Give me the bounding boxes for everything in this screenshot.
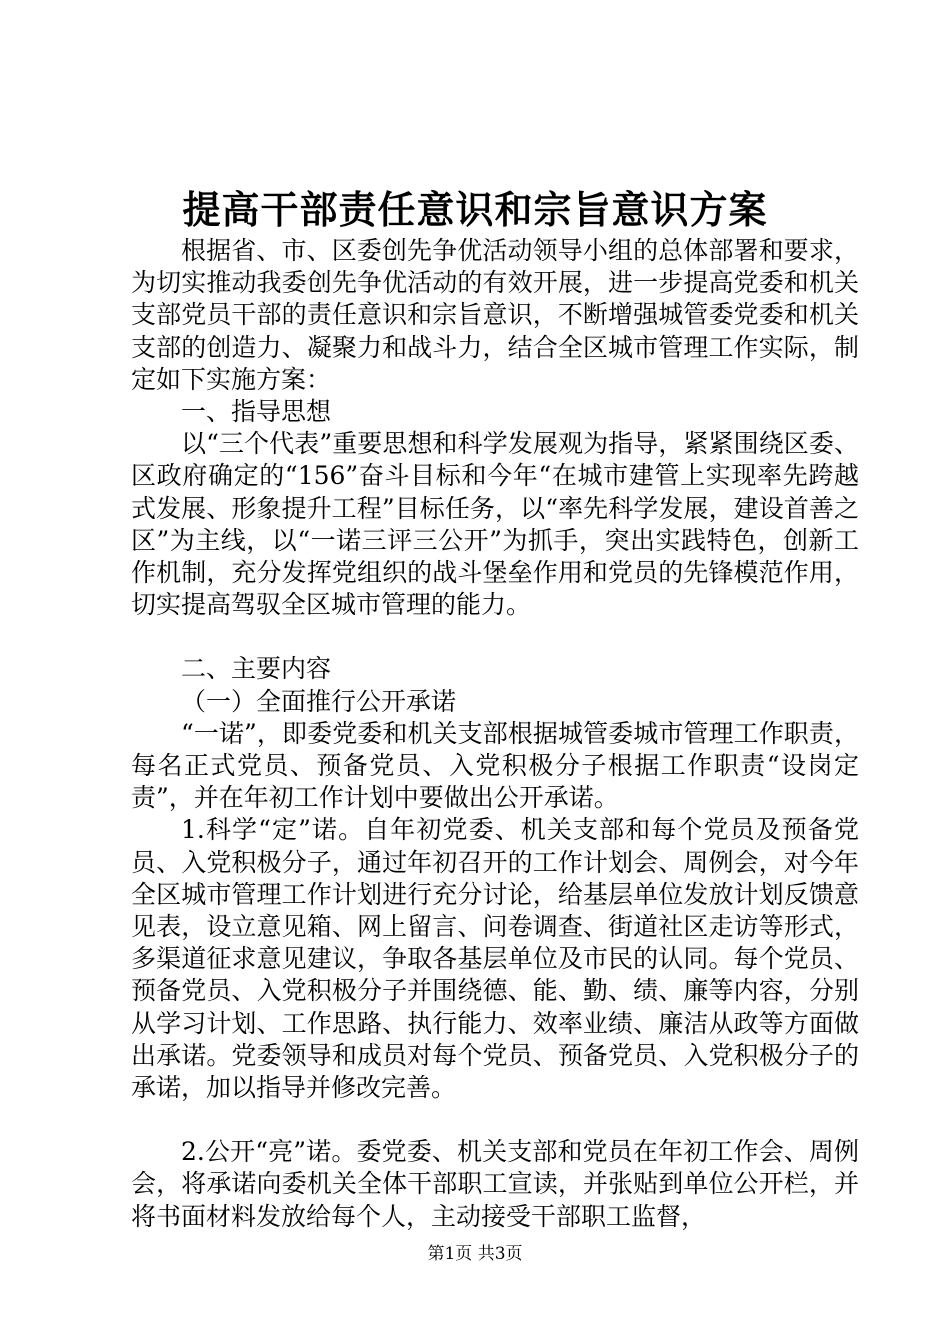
subsection-heading-public-commitment: （一）全面推行公开承诺 [181, 686, 457, 716]
intro-paragraph: 根据省、市、区委创先争优活动领导小组的总体部署和要求，为切实推动我委创先争优活动的有效开展，进一步提高党委和机关支部党员干部的责任意识和宗旨意识，不断增强城管委党委和机关支部的创造力、凝聚力和战斗力，结合全区城市管理工作实际，制定如下实施方案： [131, 236, 859, 394]
item-2-paragraph: 2.公开“亮”诺。委党委、机关支部和党员在年初工作会、周例会，将承诺向委机关全体干部职工宣读，并张贴到单位公开栏，并将书面材料发放给每个人，主动接受干部职工监督， [131, 1137, 859, 1231]
document-body [131, 235, 859, 1233]
section-heading-main-content: 二、主要内容 [181, 654, 332, 684]
section-heading-guiding-thought: 一、指导思想 [181, 397, 332, 427]
item-1-paragraph: 1.科学“定”诺。自年初党委、机关支部和每个党员及预备党员、入党积极分子，通过年初召开的工作计划会、周例会，对今年全区城市管理工作计划进行充分讨论，给基层单位发放计划反馈意见表，设立意见箱、网上留言、问卷调查、街道社区走访等形式，多渠道征求意见建议，争取各基层单位及市民的认同。每个党员、预备党员、入党积极分子并围绕德、能、勤、绩、廉等内容，分别从学习计划、工作思路、执行能力、效率业绩、廉洁从政等方面做出承诺。党委领导和成员对每个党员、预备党员、入党积极分子的承诺，加以指导并修改完善。 [131, 815, 859, 1103]
document-title: 提高干部责任意识和宗旨意识方案 [182, 187, 768, 232]
commitment-definition-paragraph: “一诺”，即委党委和机关支部根据城管委城市管理工作职责，每名正式党员、预备党员、入党积极分子根据工作职责“设岗定责”，并在年初工作计划中要做出公开承诺。 [131, 718, 859, 813]
page-footer: 第1页 共3页 [427, 1244, 523, 1264]
guiding-thought-paragraph: 以“三个代表”重要思想和科学发展观为指导，紧紧围绕区委、区政府确定的“156”奋斗目标和今年“在城市建管上实现率先跨越式发展、形象提升工程”目标任务，以“率先科学发展，建设首善之区”为主线，以“一诺三评三公开”为抓手，突出实践特色，创新工作机制，充分发挥党组织的战斗堡垒作用和党员的先锋模范作用，切实提高驾驭全区城市管理的能力。 [131, 429, 859, 620]
